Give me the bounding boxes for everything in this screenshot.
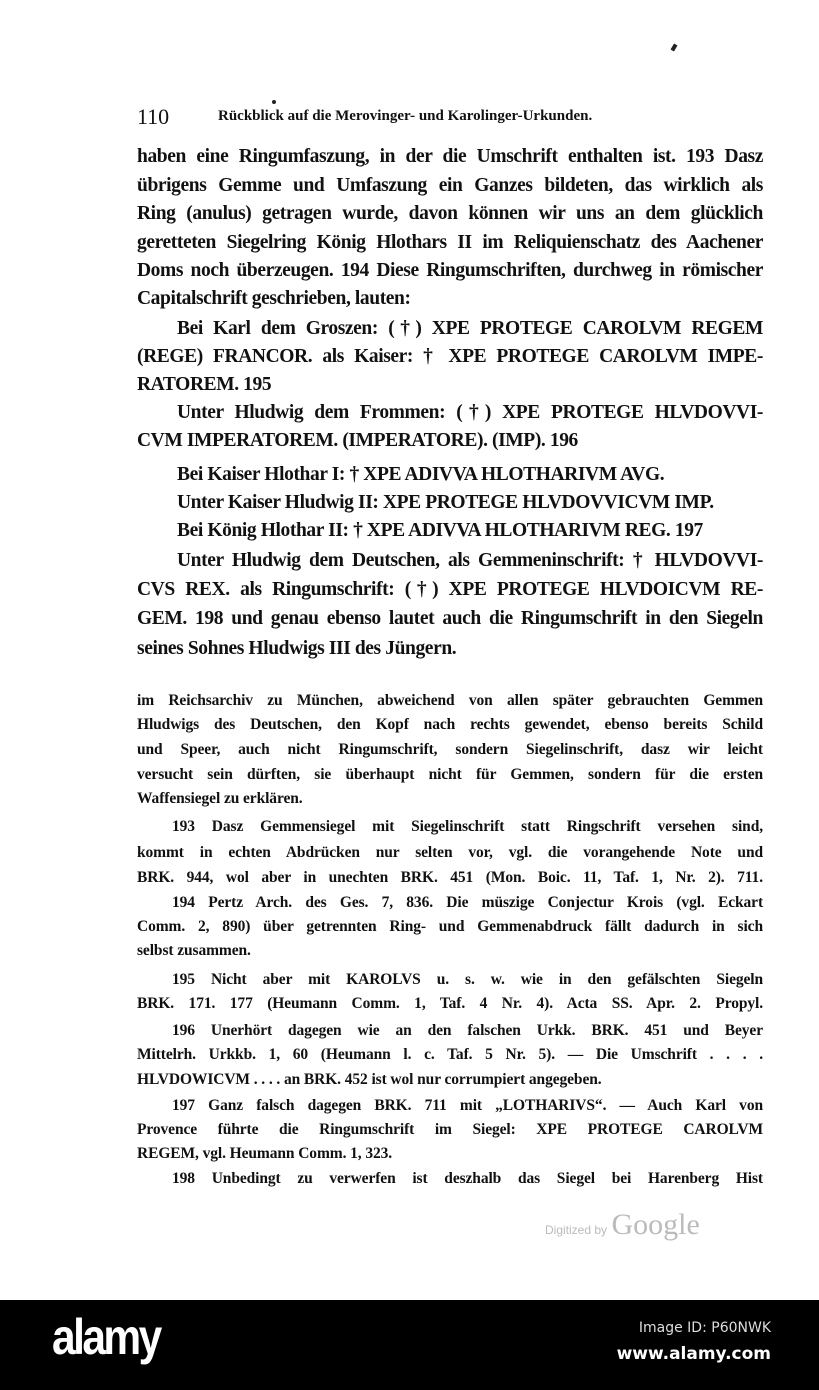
body-line: Bei Kaiser Hlothar I: † XPE ADIVVA HLOTHARIVM AVG. (177, 464, 665, 485)
body-line: (REGE) FRANCOR. als Kaiser: † XPE PROTEGE CAROLVM IMPE- (137, 346, 763, 367)
body-line: Ring (anulus) getragen wurde, davon können wir uns an dem glücklich (137, 203, 763, 224)
body-line: geretteten Siegelring König Hlothars II im Reliquienschatz des Aachener (137, 232, 763, 253)
watermark-url: www.alamy.com (616, 1344, 771, 1364)
body-line: CVS REX. als Ringumschrift: (†) XPE PROTEGE HLVDOICVM RE- (137, 579, 763, 600)
footnote-line: Comm. 2, 890) über getrennten Ring- und Gemmenabdruck fällt dadurch in sich (137, 918, 763, 935)
body-line: seines Sohnes Hludwigs III des Jüngern. (137, 638, 457, 659)
footnote-line: BRK. 944, wol aber in unechten BRK. 451 (Mon. Boic. 11, Taf. 1, Nr. 2). 711. (137, 869, 763, 886)
footnote-line: 194 Pertz Arch. des Ges. 7, 836. Die müszige Conjectur Krois (vgl. Eckart (172, 894, 763, 911)
body-line: Bei König Hlothar II: † XPE ADIVVA HLOTHARIVM REG. 197 (177, 520, 703, 541)
alamy-logo: alamy (52, 1309, 160, 1365)
body-line: übrigens Gemme und Umfaszung ein Ganzes bildeten, das wirklich als (137, 175, 763, 196)
image-id: Image ID: P60NWK (638, 1320, 771, 1336)
footnote-line: Provence führte die Ringumschrift im Siegel: XPE PROTEGE CAROLVM (137, 1121, 763, 1138)
footnote-line: kommt in echten Abdrücken nur selten vor, vgl. die vorangehende Note und (137, 844, 763, 861)
footnote-line: versucht sein dürften, sie überhaupt nicht für Gemmen, sondern für die ersten (137, 766, 763, 783)
footnote-line: selbst zusammen. (137, 942, 251, 959)
watermark-banner (0, 1300, 819, 1390)
footnote-line: 196 Unerhört dagegen wie an den falschen Urkk. BRK. 451 und Beyer (172, 1022, 763, 1039)
footnote-line: und Speer, auch nicht Ringumschrift, sondern Siegelinschrift, dasz wir leicht (137, 741, 763, 758)
page-number: 110 (137, 104, 170, 129)
body-line: Unter Hludwig dem Frommen: (†) XPE PROTEGE HLVDOVVI- (177, 402, 763, 423)
body-line: GEM. 198 und genau ebenso lautet auch die Ringumschrift in den Siegeln (137, 608, 763, 629)
digitized-prefix: Digitized by (545, 1223, 608, 1237)
footnote-line: im Reichsarchiv zu München, abweichend von allen später gebrauchten Gemmen (137, 692, 763, 709)
body-line: Doms noch überzeugen. 194 Diese Ringumschriften, durchweg in römischer (137, 260, 763, 281)
footnote-line: Mittelrh. Urkkb. 1, 60 (Heumann l. c. Taf. 5 Nr. 5). — Die Umschrift . . . . (137, 1046, 763, 1063)
body-line: RATOREM. 195 (137, 374, 272, 395)
google-logo: Google (611, 1208, 700, 1241)
footnote-line: BRK. 171. 177 (Heumann Comm. 1, Taf. 4 Nr. 4). Acta SS. Apr. 2. Propyl. (137, 995, 763, 1012)
body-line: Unter Hludwig dem Deutschen, als Gemmeninschrift: † HLVDOVVI- (177, 550, 763, 571)
scan-speck (272, 100, 276, 104)
running-title: Rückblick auf die Merovinger- und Karolinger-Urkunden. (218, 108, 593, 124)
digitized-by-google (545, 1208, 700, 1242)
footnote-line: 198 Unbedingt zu verwerfen ist deszhalb das Siegel bei Harenberg Hist (172, 1170, 763, 1187)
body-line: Bei Karl dem Groszen: (†) XPE PROTEGE CAROLVM REGEM (177, 318, 763, 339)
footnote-line: Waffensiegel zu erklären. (137, 790, 303, 807)
scan-speck (671, 43, 678, 51)
footnote-line: Hludwigs des Deutschen, den Kopf nach rechts gewendet, ebenso bereits Schild (137, 716, 763, 733)
body-line: Capitalschrift geschrieben, lauten: (137, 288, 411, 309)
footnote-line: HLVDOWICVM . . . . an BRK. 452 ist wol nur corrumpiert angegeben. (137, 1071, 602, 1088)
footnote-line: 195 Nicht aber mit KAROLVS u. s. w. wie in den gefälschten Siegeln (172, 971, 763, 988)
body-line: CVM IMPERATOREM. (IMPERATORE). (IMP). 196 (137, 430, 578, 451)
footnote-line: 193 Dasz Gemmensiegel mit Siegelinschrift statt Ringschrift versehen sind, (172, 818, 763, 835)
footnote-line: 197 Ganz falsch dagegen BRK. 711 mit „LOTHARIVS“. — Auch Karl von (172, 1097, 763, 1114)
body-line: Unter Kaiser Hludwig II: XPE PROTEGE HLVDOVVICVM IMP. (177, 492, 714, 513)
body-line: haben eine Ringumfaszung, in der die Umschrift enthalten ist. 193 Dasz (137, 146, 763, 167)
footnote-line: REGEM, vgl. Heumann Comm. 1, 323. (137, 1145, 393, 1162)
